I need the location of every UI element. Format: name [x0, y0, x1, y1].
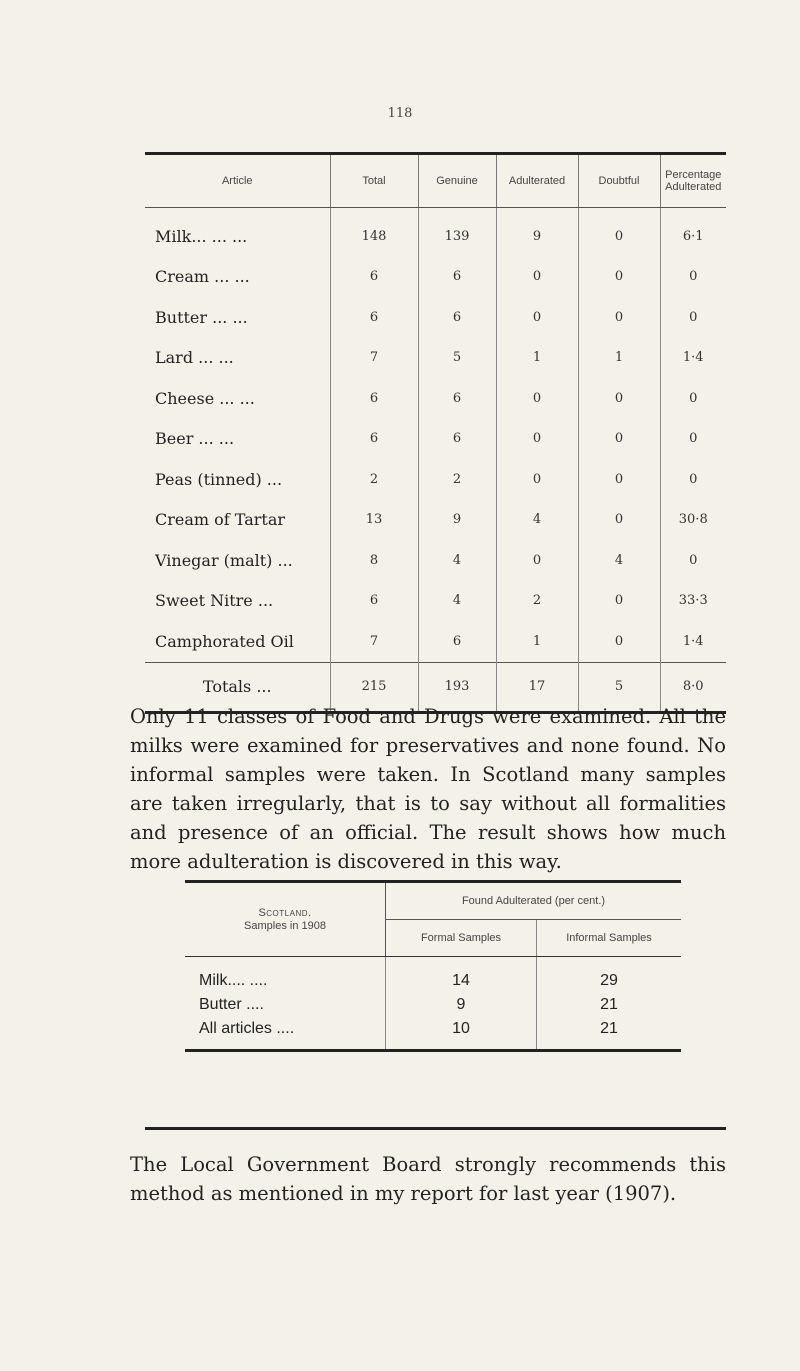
row-adulterated: 0 — [496, 419, 578, 460]
header-informal-samples: Informal Samples — [537, 920, 682, 957]
row-adulterated: 9 — [496, 208, 578, 257]
row-formal: 10 — [386, 1017, 537, 1051]
row-article: Cream of Tartar — [155, 510, 286, 530]
row-doubtful: 0 — [578, 208, 660, 257]
table-row — [185, 993, 681, 1017]
food-drugs-table — [145, 152, 726, 714]
scotland-title: Scotland. — [258, 906, 312, 919]
row-adulterated: 0 — [496, 257, 578, 298]
row-doubtful: 0 — [578, 297, 660, 338]
row-article: Milk... ... ... — [155, 226, 248, 246]
header-total: Total — [330, 154, 418, 208]
header-adulterated: Adulterated — [496, 154, 578, 208]
row-percentage: 1·4 — [660, 338, 726, 379]
row-total: 6 — [330, 378, 418, 419]
row-genuine: 6 — [418, 419, 496, 460]
row-genuine: 6 — [418, 257, 496, 298]
table-row — [185, 1017, 681, 1051]
row-total: 13 — [330, 500, 418, 541]
row-article: Cream ... ... — [155, 267, 250, 287]
row-adulterated: 0 — [496, 378, 578, 419]
row-total: 7 — [330, 338, 418, 379]
row-total: 6 — [330, 419, 418, 460]
table-row — [145, 338, 726, 379]
table-row — [145, 459, 726, 500]
row-total: 6 — [330, 581, 418, 622]
totals-total: 215 — [330, 662, 418, 712]
row-genuine: 139 — [418, 208, 496, 257]
row-genuine: 4 — [418, 540, 496, 581]
row-doubtful: 0 — [578, 257, 660, 298]
row-adulterated: 0 — [496, 297, 578, 338]
table-row — [145, 581, 726, 622]
row-informal: 21 — [537, 993, 682, 1017]
totals-percentage: 8·0 — [660, 662, 726, 712]
row-doubtful: 0 — [578, 378, 660, 419]
found-adulterated-header: Found Adulterated (per cent.) — [386, 882, 682, 920]
row-article: Lard ... ... — [155, 348, 234, 368]
row-percentage: 0 — [660, 540, 726, 581]
row-percentage: 33·3 — [660, 581, 726, 622]
row-total: 8 — [330, 540, 418, 581]
header-formal-samples: Formal Samples — [386, 920, 537, 957]
scotland-header-row — [185, 882, 681, 920]
row-adulterated: 0 — [496, 540, 578, 581]
table-row — [145, 257, 726, 298]
row-percentage: 0 — [660, 459, 726, 500]
row-genuine: 6 — [418, 621, 496, 662]
section-divider — [145, 1127, 726, 1130]
row-percentage: 0 — [660, 419, 726, 460]
paragraph-recommendation: The Local Government Board strongly recommends this method as mentioned in my report for last year (1907). — [130, 1153, 726, 1205]
header-article: Article — [145, 154, 330, 208]
row-adulterated: 4 — [496, 500, 578, 541]
row-total: 7 — [330, 621, 418, 662]
table-row — [145, 621, 726, 662]
row-genuine: 4 — [418, 581, 496, 622]
row-article: Beer ... ... — [155, 429, 235, 449]
totals-adulterated: 17 — [496, 662, 578, 712]
row-total: 148 — [330, 208, 418, 257]
row-article: All articles .... — [199, 1020, 295, 1037]
scotland-subtitle: Samples in 1908 — [244, 919, 326, 932]
row-adulterated: 1 — [496, 338, 578, 379]
table-header-row — [145, 154, 726, 208]
table-row — [145, 419, 726, 460]
row-doubtful: 0 — [578, 621, 660, 662]
row-percentage: 0 — [660, 257, 726, 298]
row-doubtful: 0 — [578, 581, 660, 622]
header-doubtful: Doubtful — [578, 154, 660, 208]
row-adulterated: 1 — [496, 621, 578, 662]
table-row — [145, 297, 726, 338]
header-genuine: Genuine — [418, 154, 496, 208]
row-adulterated: 2 — [496, 581, 578, 622]
row-doubtful: 0 — [578, 419, 660, 460]
row-percentage: 0 — [660, 297, 726, 338]
row-article: Butter .... — [199, 996, 264, 1013]
header-percentage: Percentage Adulterated — [660, 154, 726, 208]
table-row — [145, 378, 726, 419]
row-formal: 9 — [386, 993, 537, 1017]
row-doubtful: 4 — [578, 540, 660, 581]
row-doubtful: 1 — [578, 338, 660, 379]
row-genuine: 6 — [418, 378, 496, 419]
row-percentage: 1·4 — [660, 621, 726, 662]
row-genuine: 6 — [418, 297, 496, 338]
row-percentage: 30·8 — [660, 500, 726, 541]
table-row — [145, 208, 726, 257]
page-number: 118 — [387, 106, 413, 121]
row-article: Peas (tinned) ... — [155, 469, 283, 489]
table-row — [145, 500, 726, 541]
row-informal: 29 — [537, 957, 682, 994]
row-article: Vinegar (malt) ... — [155, 550, 293, 570]
row-genuine: 5 — [418, 338, 496, 379]
row-article: Butter ... ... — [155, 307, 248, 327]
row-genuine: 2 — [418, 459, 496, 500]
row-percentage: 0 — [660, 378, 726, 419]
row-article: Milk.... .... — [199, 972, 268, 989]
row-adulterated: 0 — [496, 459, 578, 500]
row-doubtful: 0 — [578, 459, 660, 500]
row-informal: 21 — [537, 1017, 682, 1051]
totals-genuine: 193 — [418, 662, 496, 712]
paragraph-examination: Only 11 classes of Food and Drugs were examined. All the milks were examined for preservatives and none found. No informal samples were taken. In Scotland many samples are taken irregularly, that is to say without all formalities and presence of an official. The result shows how much more adulteration is discovered in this way. — [130, 705, 726, 873]
totals-doubtful: 5 — [578, 662, 660, 712]
scotland-title-cell — [185, 882, 386, 957]
row-total: 6 — [330, 257, 418, 298]
row-article: Cheese ... ... — [155, 388, 255, 408]
row-percentage: 6·1 — [660, 208, 726, 257]
scotland-table — [185, 880, 681, 1052]
row-article: Sweet Nitre ... — [155, 591, 274, 611]
row-article: Camphorated Oil — [155, 631, 294, 651]
row-formal: 14 — [386, 957, 537, 994]
row-total: 2 — [330, 459, 418, 500]
table-row — [185, 957, 681, 994]
row-doubtful: 0 — [578, 500, 660, 541]
table-row — [145, 540, 726, 581]
totals-label: Totals ... — [145, 662, 330, 712]
row-genuine: 9 — [418, 500, 496, 541]
row-total: 6 — [330, 297, 418, 338]
